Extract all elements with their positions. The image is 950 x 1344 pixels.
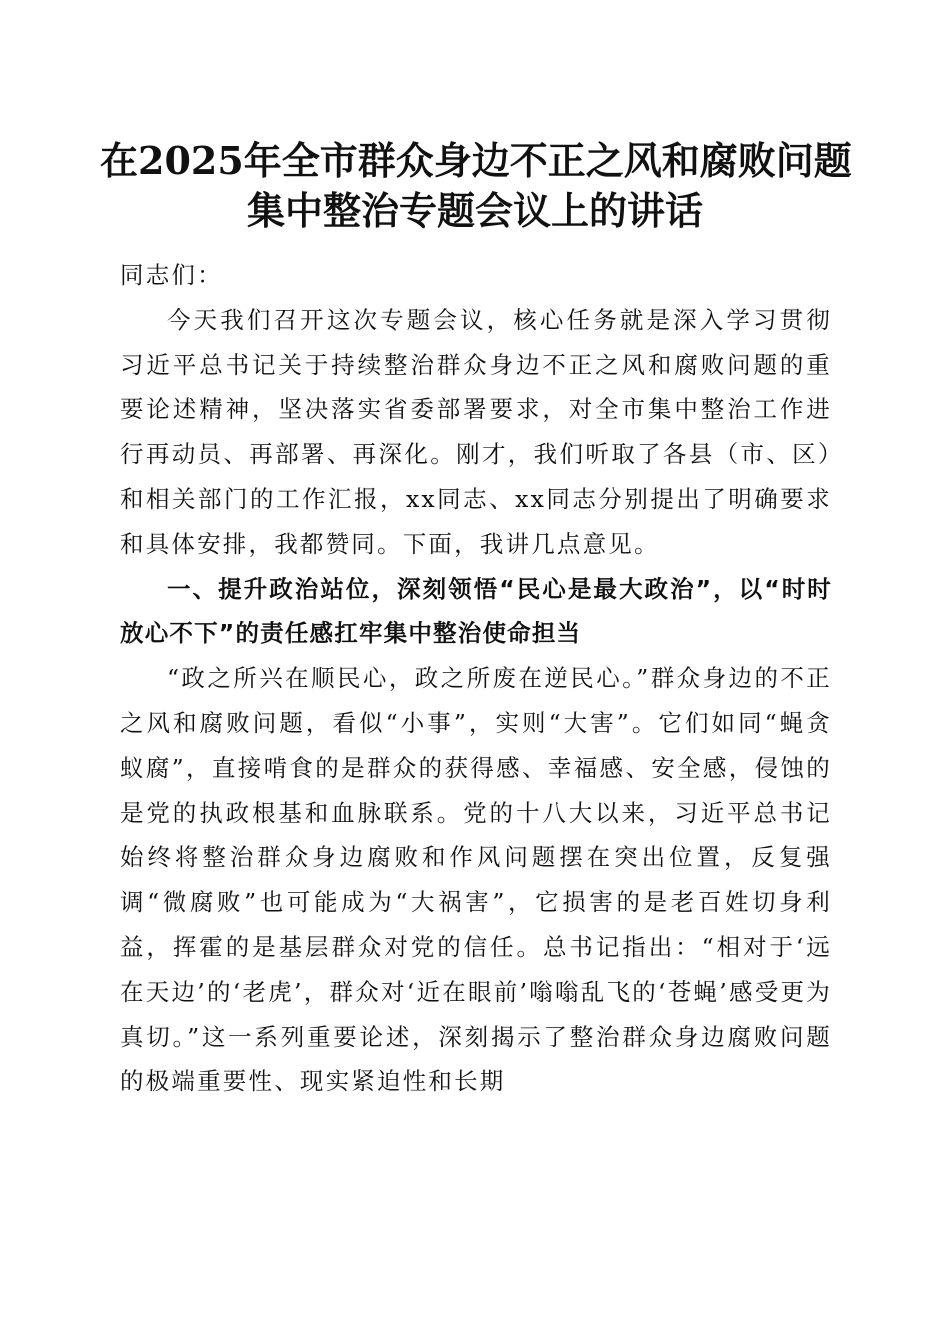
title-line-1: 在2025年全市群众身边不正之风和腐败问题 xyxy=(100,138,852,183)
paragraph-section-1: “政之所兴在顺民心，政之所废在逆民心。”群众身边的不正之风和腐败问题，看似“小事”，实则“大害”。它们如同“蝇贪蚁腐”，直接啃食的是群众的获得感、幸福感、安全感，侵蚀的是党的执政根基和血脉联系。党的十八大以来，习近平总书记始终将整治群众身边腐败和作风问题摆在突出位置，反复强调“微腐败”也可能成为“大祸害”，它损害的是老百姓切身利益，挥霍的是基层群众对党的信任。总书记指出：“相对于‘远在天边’的‘老虎’，群众对‘近在眼前’嗡嗡乱飞的‘苍蝇’感受更为真切。”这一系列重要论述，深刻揭示了整治群众身边腐败问题的极端重要性、现实紧迫性和长期 xyxy=(120,664,832,1096)
document-body xyxy=(120,253,832,1104)
title-line-2: 集中整治专题会议上的讲话 xyxy=(246,188,703,233)
section-heading-1: 一、提升政治站位，深刻领悟“民心是最大政治”，以“时时放心不下”的责任感扛牢集中整治使命担当 xyxy=(120,574,832,648)
page-title xyxy=(100,136,850,236)
paragraph-intro: 今天我们召开这次专题会议，核心任务就是深入学习贯彻习近平总书记关于持续整治群众身边不正之风和腐败问题的重要论述精神，坚决落实省委部署要求，对全市集中整治工作进行再动员、再部署、再深化。刚才，我们听取了各县（市、区）和相关部门的工作汇报，xx同志、xx同志分别提出了明确要求和具体安排，我都赞同。下面，我讲几点意见。 xyxy=(120,305,832,558)
salutation: 同志们： xyxy=(120,261,223,289)
